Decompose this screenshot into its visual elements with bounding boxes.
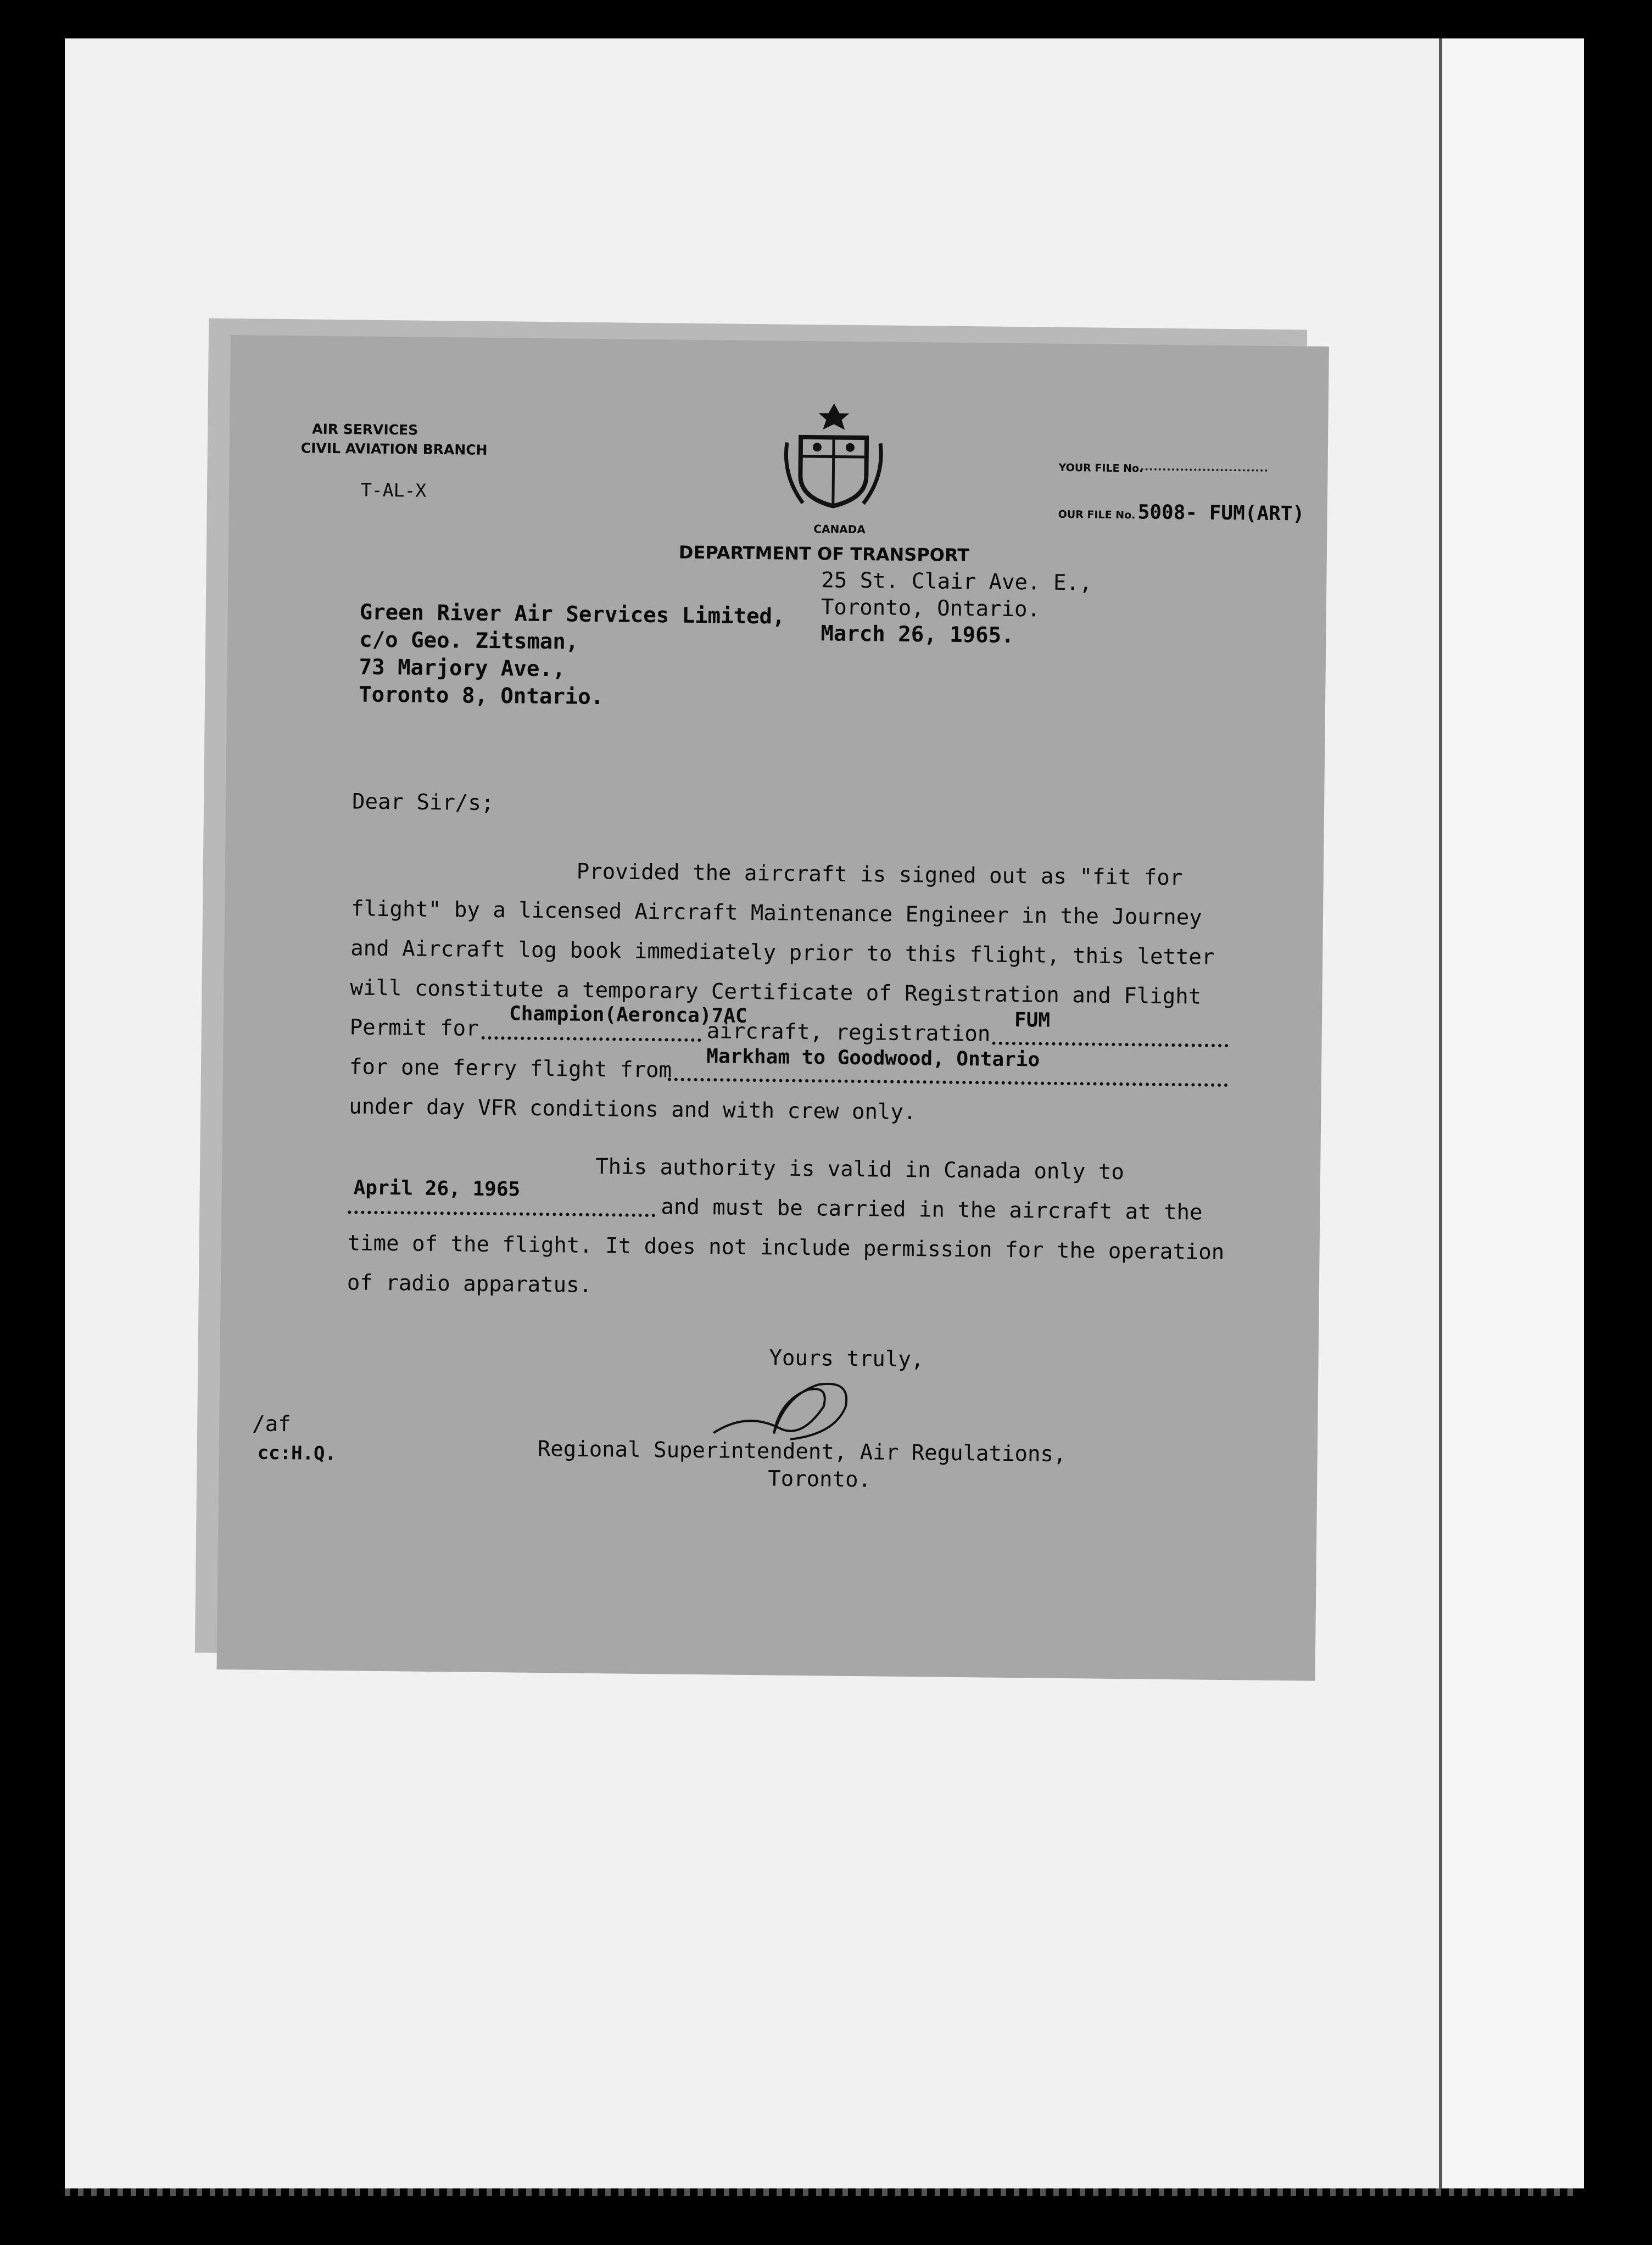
body-p1-line-7: under day VFR conditions and with crew only. bbox=[349, 1094, 917, 1125]
body-p1-line-5-mid: aircraft, registration bbox=[706, 1019, 991, 1047]
aircraft-type: Champion(Aeronca)7AC bbox=[509, 1002, 747, 1027]
valid-until-dotted-line bbox=[348, 1210, 655, 1217]
body-p1-line-2: flight" by a licensed Aircraft Maintenance Engineer in the Journey bbox=[350, 896, 1202, 930]
department-name: DEPARTMENT OF TRANSPORT bbox=[678, 541, 970, 566]
recipient-line-3: 73 Marjory Ave., bbox=[359, 655, 566, 682]
mount-edge bbox=[1439, 38, 1584, 2188]
canada-crest-icon bbox=[778, 398, 889, 515]
aircraft-dotted-line bbox=[482, 1036, 701, 1042]
salutation: Dear Sir/s; bbox=[351, 789, 494, 816]
signatory-title: Regional Superintendent, Air Regulations, bbox=[537, 1436, 1067, 1467]
your-file-blank bbox=[1141, 468, 1268, 471]
recipient-line-2: c/o Geo. Zitsman, bbox=[359, 627, 579, 655]
body-p1-line-6-start: for one ferry flight from bbox=[349, 1054, 672, 1083]
valid-until-date: April 26, 1965 bbox=[353, 1176, 521, 1201]
your-file-label: YOUR FILE No. bbox=[1058, 461, 1143, 475]
recipient-line-4: Toronto 8, Ontario. bbox=[358, 682, 604, 710]
body-p1-line-1: Provided the aircraft is signed out as "fit for bbox=[576, 859, 1183, 891]
typist-initials: /af bbox=[252, 1411, 291, 1437]
address-street: 25 St. Clair Ave. E., bbox=[821, 568, 1092, 596]
recipient-line-1: Green River Air Services Limited, bbox=[359, 600, 785, 629]
body-p1-line-3: and Aircraft log book immediately prior to this flight, this letter bbox=[350, 936, 1215, 970]
letter-date: March 26, 1965. bbox=[821, 621, 1014, 648]
crest-caption: CANADA bbox=[813, 522, 866, 537]
reference-code: T-AL-X bbox=[360, 479, 427, 501]
signatory-city: Toronto. bbox=[768, 1466, 872, 1493]
branch-line-1: AIR SERVICES bbox=[312, 421, 418, 438]
body-p2-line-2-end: and must be carried in the aircraft at the bbox=[661, 1194, 1203, 1225]
registration-dotted-line bbox=[992, 1042, 1229, 1048]
body-p2-line-4: of radio apparatus. bbox=[347, 1270, 593, 1298]
route-dotted-line bbox=[668, 1077, 1228, 1087]
our-file-number: 5008- FUM(ART) bbox=[1137, 501, 1305, 526]
aircraft-registration: FUM bbox=[1014, 1009, 1051, 1032]
branch-line-2: CIVIL AVIATION BRANCH bbox=[300, 440, 488, 458]
body-p2-line-1: This authority is valid in Canada only to bbox=[595, 1154, 1125, 1185]
address-city: Toronto, Ontario. bbox=[821, 595, 1041, 622]
body-p1-line-4: will constitute a temporary Certificate of Registration and Flight bbox=[350, 975, 1202, 1009]
carbon-copy: cc:H.Q. bbox=[257, 1442, 337, 1465]
body-p2-line-3: time of the flight. It does not include permission for the operation bbox=[347, 1231, 1225, 1265]
our-file-label: OUR FILE No. bbox=[1058, 508, 1136, 522]
film-edge-dots bbox=[65, 2188, 1581, 2196]
letter-page bbox=[217, 335, 1329, 1681]
valediction: Yours truly, bbox=[769, 1345, 924, 1372]
body-p1-line-5-start: Permit for bbox=[349, 1015, 479, 1041]
flight-route: Markham to Goodwood, Ontario bbox=[706, 1045, 1040, 1071]
